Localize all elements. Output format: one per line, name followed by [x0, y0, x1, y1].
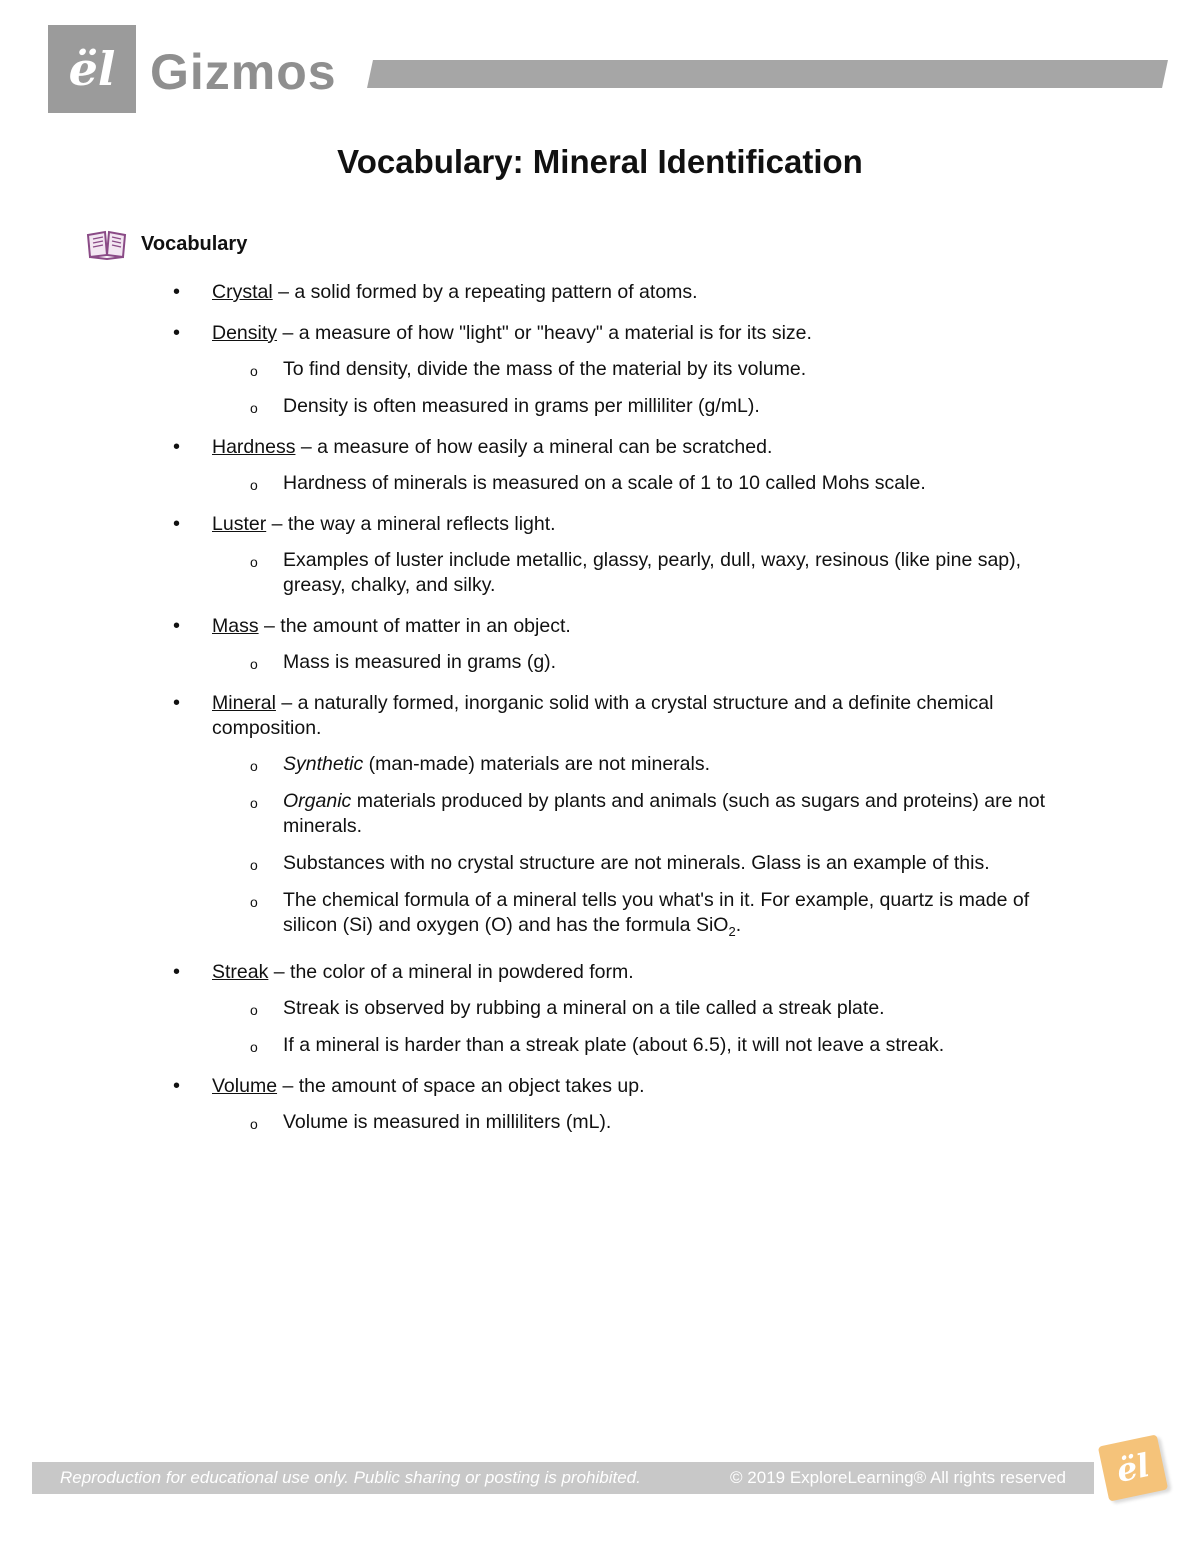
sub-item: o If a mineral is harder than a streak plate (about 6.5), it will not leave a streak.: [212, 1033, 1070, 1058]
term-streak: [0, 960, 1200, 1058]
sub-item: o Density is often measured in grams per milliliter (g/mL).: [212, 394, 1070, 419]
term-name: Mass: [212, 615, 259, 637]
term-name: Density: [212, 322, 278, 344]
sub-item: o Mass is measured in grams (g).: [212, 650, 1070, 675]
bullet-icon: •: [173, 281, 181, 303]
explorelearning-logo-icon: [1098, 1434, 1168, 1501]
sub-item: o Volume is measured in milliliters (mL).: [212, 1110, 1070, 1135]
sub-bullet-icon: o: [250, 894, 258, 910]
term-name: Hardness: [212, 436, 296, 458]
term-definition: – a naturally formed, inorganic solid with a crystal structure and a definite chemical composition.: [212, 692, 994, 739]
footer-note: Reproduction for educational use only. Public sharing or posting is prohibited.: [60, 1468, 641, 1487]
term-definition: – a measure of how easily a mineral can be scratched.: [295, 436, 773, 458]
sub-item: o Organic materials produced by plants and animals (such as sugars and proteins) are not minerals.: [250, 790, 1045, 837]
term-name: Volume: [212, 1074, 278, 1097]
term-hardness: [0, 435, 1200, 496]
term-name: Streak: [212, 960, 269, 983]
sub-item: o Hardness of minerals is measured on a scale of 1 to 10 called Mohs scale.: [212, 471, 1070, 496]
term-mineral: [0, 691, 1200, 944]
sub-bullet-icon: o: [250, 554, 258, 570]
footer-bar: [32, 1462, 1094, 1494]
sub-bullet-icon: o: [250, 363, 258, 379]
sub-bullet-icon: o: [250, 795, 258, 811]
footer-copyright: © 2019 ExploreLearning® All rights reserved: [730, 1468, 1066, 1487]
sub-bullet-icon: o: [250, 656, 258, 672]
term-name: Mineral: [212, 692, 276, 714]
term-volume: [0, 1074, 1200, 1135]
term-definition: – the color of a mineral in powdered form.: [268, 960, 634, 983]
bullet-icon: •: [173, 960, 181, 983]
bullet-icon: •: [173, 692, 181, 714]
sub-item: o The chemical formula of a mineral tells you what's in it. For example, quartz is made of silicon (Si) and oxygen (O) and has the formula SiO$_2$.: [250, 889, 1030, 939]
section-heading: [85, 228, 247, 260]
term-name: Crystal: [212, 281, 273, 303]
term-crystal: [0, 280, 1200, 305]
term-mass: [0, 614, 1200, 675]
bullet-icon: •: [173, 436, 181, 458]
sub-bullet-icon: o: [250, 400, 258, 416]
sub-bullet-icon: o: [250, 477, 258, 493]
sub-bullet-icon: o: [250, 1038, 258, 1055]
term-luster: [0, 512, 1200, 598]
term-name: Luster: [212, 513, 267, 535]
sub-bullet-icon: o: [250, 1115, 258, 1132]
header-rule: [367, 60, 1168, 88]
term-density: [0, 321, 1200, 419]
sub-item: o Substances with no crystal structure are not minerals. Glass is an example of this.: [212, 851, 1070, 876]
sub-item: o Examples of luster include metallic, glassy, pearly, dull, waxy, resinous (like pine sap), greasy, chalky, and silky.: [250, 549, 1022, 596]
sub-bullet-icon: o: [250, 857, 258, 873]
term-definition: – the amount of matter in an object.: [258, 615, 571, 637]
vocabulary-list: [0, 280, 1200, 1151]
sub-item: o Synthetic (man-made) materials are not minerals.: [212, 752, 1070, 777]
term-definition: – the amount of space an object takes up.: [277, 1074, 645, 1097]
bullet-icon: •: [173, 1074, 181, 1097]
bullet-icon: •: [173, 322, 181, 344]
sub-bullet-icon: o: [250, 758, 258, 774]
gizmos-logo: [48, 25, 136, 113]
sub-item: o Streak is observed by rubbing a mineral on a tile called a streak plate.: [212, 996, 1070, 1021]
brand-name: Gizmos: [150, 44, 337, 100]
page-title: Vocabulary: Mineral Identification: [337, 143, 863, 180]
term-definition: – a solid formed by a repeating pattern of atoms.: [272, 281, 698, 303]
term-definition: – a measure of how "light" or "heavy" a material is for its size.: [277, 322, 812, 344]
footer-logo-glyph: ël: [1113, 1446, 1153, 1490]
logo-glyph: ël: [68, 42, 116, 96]
bullet-icon: •: [173, 513, 181, 535]
section-label: Vocabulary: [141, 232, 248, 255]
bullet-icon: •: [173, 615, 181, 637]
book-icon: [85, 228, 129, 260]
term-definition: – the way a mineral reflects light.: [266, 513, 556, 535]
sub-bullet-icon: o: [250, 1001, 258, 1018]
sub-item: o To find density, divide the mass of the material by its volume.: [212, 357, 1070, 382]
